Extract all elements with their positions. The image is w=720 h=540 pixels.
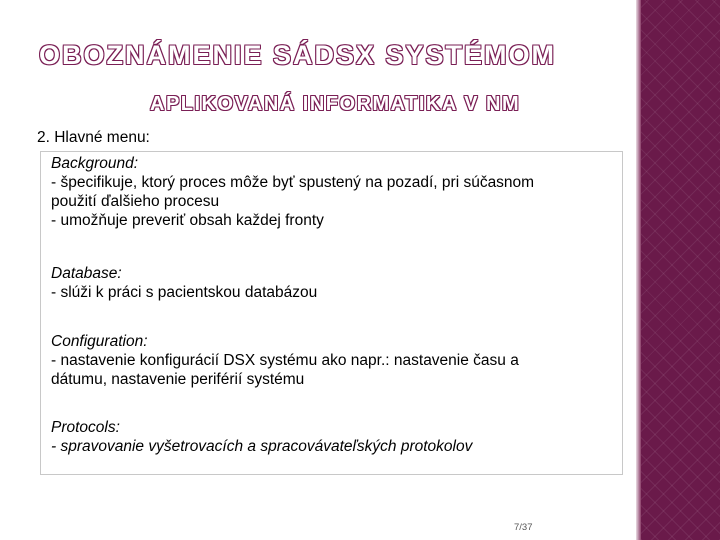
section-label: Protocols: (51, 419, 120, 436)
slide-subtitle: APLIKOVANÁ INFORMATIKA V NM (150, 93, 521, 115)
section-label: Background: (51, 155, 139, 172)
section-background (51, 154, 616, 230)
section-line: - spravovanie vyšetrovacích a spracovávateľských protokolov (51, 438, 473, 455)
section-line: - nastavenie konfigurácií DSX systému ako napr.: nastavenie času a (51, 352, 519, 369)
section-line: dátumu, nastavenie periférií systému (51, 371, 305, 388)
decorative-side-panel (641, 0, 720, 540)
slide-title: OBOZNÁMENIE SÁDSX SYSTÉMOM (39, 40, 557, 70)
section-label: Database: (51, 265, 122, 282)
section-configuration (51, 332, 616, 389)
section-line: - špecifikuje, ktorý proces môže byť spustený na pozadí, pri súčasnom (51, 174, 535, 191)
section-line: použití ďalšieho procesu (51, 193, 220, 210)
content-box (40, 151, 623, 475)
section-label: Configuration: (51, 333, 148, 350)
menu-heading: 2. Hlavné menu: (37, 129, 150, 146)
section-line: - slúži k práci s pacientskou databázou (51, 284, 318, 301)
page-number: 7/37 (514, 522, 533, 533)
section-protocols (51, 418, 616, 456)
section-database (51, 264, 616, 302)
section-line: - umožňuje preveriť obsah každej fronty (51, 212, 324, 229)
